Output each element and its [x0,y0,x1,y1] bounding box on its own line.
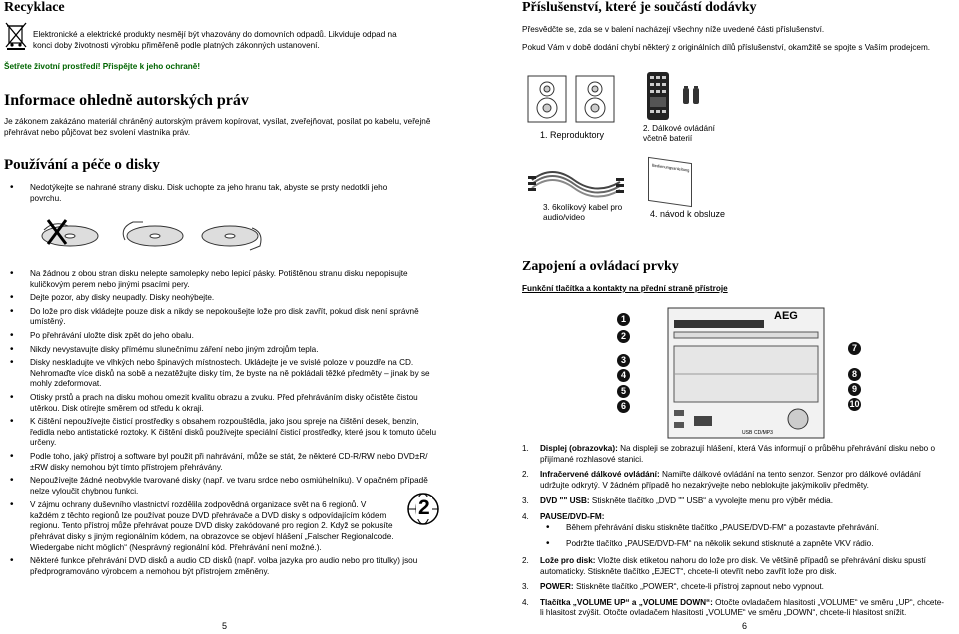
region-code-number: 2 [418,496,430,519]
list-item: • Nikdy nevystavujte disky přímému slunečnímu záření nebo jiným zdrojům tepla. [4,345,444,356]
list-item: • Během přehrávání disku stiskněte tlačítko „PAUSE/DVD-FM“ a pozastavte přehrávání. [540,523,950,534]
list-item: • V zájmu ochrany duševního vlastnictví rozdělila zodpovědná organizace svět na 6 regionů. V každém z těchto regionů lze používat pouze DVD přehrávače a DVD disky s odpovídajícím kódem regionu. Tento přístroj může přehrávat pouze DVD disky zakódované pro region 2. Když se pokusíte přehrávat disky s jiným regionálním kódem, na obrazovce se objeví hlášení „Falscher Regionalcode. Wiedergabe nicht möglich“ (Nesprávný regionální kód. Přehrávání není možné.). [4,500,444,553]
disc-handling-illustration [30,212,270,257]
list-item: • Nepoužívejte žádné neobvykle tvarované disky (např. ve tvaru srdce nebo osmiúhelníku). V opačném případě nelze vyloučit chybnou funkci. [4,476,444,497]
page-number-left: 5 [222,621,228,631]
list-item: • Podržte tlačítko „PAUSE/DVD-FM“ na několik sekund stisknuté a zapněte VKV rádio. [540,539,950,550]
accessory-caption-1: 1. Reproduktory [540,130,605,140]
disc-care-top-list [4,183,414,204]
page-number-right: 6 [742,621,748,631]
list-item: 4. PAUSE/DVD-FM: [522,511,605,521]
controls-subtitle: Funkční tlačítka a kontakty na přední straně přístroje [522,284,728,293]
copyright-heading: Informace ohledně autorských práv [4,92,249,109]
disc-care-heading: Používání a péče o disky [4,157,160,173]
remote-control-image [645,70,705,122]
manual-image [648,157,692,207]
list-item: 2. Infračervené dálkové ovládání: Namiřte dálkové ovládání na tento senzor. Senzor pro dálkové ovládání udržujte odkrytý. V žádném případě ho nezakrývejte nebo neblokujte jakýmikoliv předměty. [522,470,921,490]
region-code-icon [406,492,440,526]
device-cdmp3-label: CD/MP3 [754,430,773,436]
callout-9: 9 [848,383,861,396]
controls-heading: Zapojení a ovládací prvky [522,259,679,274]
list-item: • Otisky prstů a prach na disku mohou omezit kvalitu obrazu a zvuku. Před přehráváním disky očistěte čistou utěrkou. Disk otírejte směrem od středu k okraji. [4,393,444,414]
list-item: • K čištění nepoužívejte čisticí prostředky s obsahem rozpouštědla, jako jsou spreje na čištění desek, benzin, ředidla nebo antistatické roztoky. K čištění disků používejte speciální čisticí prostředky, které jsou k tomuto účelu určeny. [4,417,444,449]
accessories-text-2: Pokud Vám v době dodání chybí některý z originálních dílů příslušenství, okamžitě se spojte s Vaším prodejcem. [522,43,931,52]
accessory-caption-3: 3. 6kolíkový kabel pro audio/video [543,203,623,222]
device-brand: AEG [774,310,798,322]
accessories-heading: Příslušenství, které je součástí dodávky [522,0,757,15]
device-front-image [638,306,848,440]
controls-list-2 [522,556,947,624]
list-item: • Podle toho, jaký přístroj a software byl použit při nahrávání, může se stát, že některé CD-R/RW nebo DVD±R/±RW disky nemohou být tímto přístrojem přehrávány. [4,452,444,473]
list-item: 3. POWER: Stiskněte tlačítko „POWER“, chcete-li přístroj zapnout nebo vypnout. [522,582,824,592]
recycling-text: Elektronické a elektrické produkty nesmějí být vhazovány do domovních odpadů. Likviduje odpad na konci doby životnosti výrobku přiměřeně podle platných zákonných ustanovení. [33,30,397,50]
crossed-bin-icon [4,20,28,50]
list-item: • Do lože pro disk vkládejte pouze disk a nikdy se nepokoušejte lože pro disk zavřít, pokud disk není správně umístěný. [4,307,444,328]
list-item: 2. Lože pro disk: Vložte disk etiketou nahoru do lože pro disk. Ve většině případů se přehrávání disku spustí automaticky. Stiskněte tlačítko „EJECT“, chcete-li otevřít nebo zavřít lože pro disk. [522,556,926,576]
list-item: • Disky neskladujte ve vlhkých nebo špinavých místnostech. Ukládejte je ve svislé poloze v pouzdře na CD. Nehromaďte více disků na sobě a nezatěžujte disky tím, že byste na ně pokládali těžké předměty – jinak by se mohly zdeformovat. [4,358,444,390]
recycling-note: Šetřete životní prostředí! Přispějte k jeho ochraně! [4,62,201,71]
callout-3: 3 [617,354,630,367]
callout-6: 6 [617,400,630,413]
list-item: • Některé funkce přehrávání DVD disků a audio CD disků (např. volba jazyka pro audio nebo pro titulky) jsou předprogramováno výrobcem a nemohou být přístrojem změněny. [4,556,444,577]
accessories-text-1: Přesvědčte se, zda se v balení nacházejí všechny níže uvedené části příslušenství. [522,25,825,34]
list-item: • Dejte pozor, aby disky neupadly. Disky neohýbejte. [4,293,444,304]
callout-8: 8 [848,368,861,381]
list-item: 3. DVD "" USB: Stiskněte tlačítko „DVD "" USB“ a vyvolejte menu pro výběr média. [522,496,833,506]
disc-care-list [4,269,444,577]
list-item: • Na žádnou z obou stran disku nelepte samolepky nebo lepicí pásky. Potištěnou stranu disku nepopisujte kuličkovým perem nebo jinými psacími pery. [4,269,444,290]
controls-list [522,444,947,528]
callout-2: 2 [617,330,630,343]
callout-5: 5 [617,385,630,398]
callout-10: 10 [849,399,860,409]
callout-4: 4 [617,369,630,382]
av-cable-image [528,160,628,198]
copyright-text: Je zákonem zakázáno materiál chráněný autorským právem kopírovat, vysílat, zveřejňovat, posílat po kabelu, veřejně přehrávat nebo půjčovat bez svolení vlastníka práv. [4,117,431,137]
accessory-caption-4: 4. návod k obsluze [650,209,726,219]
list-item: • Po přehrávání uložte disk zpět do jeho obalu. [4,331,444,342]
callout-7: 7 [848,342,861,355]
accessory-caption-2: 2. Dálkové ovládání včetně baterií [643,124,715,143]
device-usb-label: USB [742,430,753,436]
list-item: 1. Displej (obrazovka): Na displeji se zobrazují hlášení, která Vás informují o průběhu přehrávání disku nebo o přijímané rozhlasové stanici. [522,444,936,464]
list-item: • Nedotýkejte se nahrané strany disku. Disk uchopte za jeho hranu tak, abyste se prsty nedotkli jeho povrchu. [4,183,414,204]
manual-label: Bedienungsanleitung [652,162,690,173]
speakers-image [526,75,616,123]
list-item: 4. Tlačítka „VOLUME UP“ a „VOLUME DOWN“: Otočte ovladačem hlasitosti „VOLUME“ ve směru „UP“, chcete-li hlasitost zvýšit. Otočte ovladačem hlasitosti „VOLUME“ ve směru „DOWN“, chcete-li hlasitost snížit. [522,597,945,618]
recyclace-heading: Recyklace [4,0,65,15]
pause-list [540,523,950,549]
callout-1: 1 [617,313,630,326]
